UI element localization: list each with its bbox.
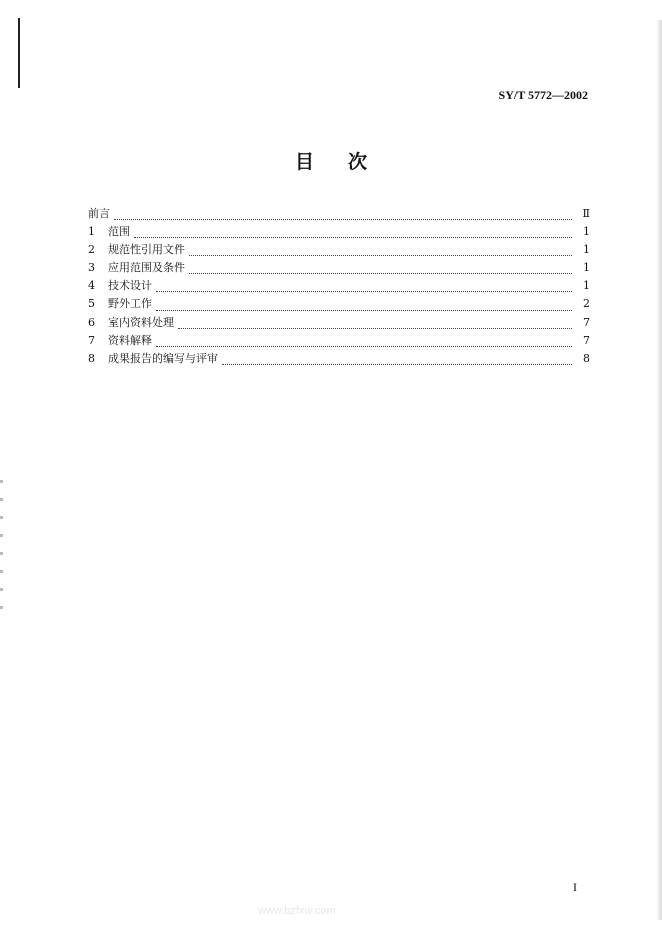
toc-entry-number: 6	[88, 315, 95, 329]
toc-entry[interactable]	[88, 295, 590, 313]
toc-entry-text: 应用范围及条件	[108, 261, 185, 275]
toc-entry-page: 1	[583, 225, 590, 239]
toc-entry[interactable]	[88, 259, 590, 277]
toc-entry-page: 8	[583, 351, 590, 365]
toc-entry[interactable]	[88, 223, 590, 241]
toc-entry-page: 1	[583, 243, 590, 257]
toc-leader-dots	[189, 272, 572, 274]
toc-entry-page: 1	[583, 261, 590, 275]
watermark-text: www.bzfxw.com	[258, 905, 336, 917]
toc-leader-dots	[222, 363, 572, 365]
toc-entry-page: 7	[583, 315, 590, 329]
toc-entry[interactable]	[88, 277, 590, 295]
toc-entry-page: Ⅱ	[582, 207, 590, 220]
toc-leader-dots	[156, 290, 572, 292]
toc-entry-number: 3	[88, 261, 95, 275]
toc-entry-text: 野外工作	[108, 297, 152, 311]
toc-leader-dots	[134, 236, 572, 238]
toc-entry-number: 7	[88, 333, 95, 347]
toc-entry-text: 技术设计	[108, 279, 152, 293]
toc-title	[0, 147, 662, 174]
toc-entry-number: 5	[88, 297, 95, 311]
toc-entry-foreword[interactable]	[88, 205, 590, 223]
toc-entry-number: 8	[88, 351, 95, 365]
scan-margin-line	[18, 18, 20, 88]
toc-leader-dots	[178, 327, 572, 329]
toc-entry[interactable]	[88, 350, 590, 368]
toc-title-char: 次	[348, 151, 368, 173]
toc-entry-text: 范围	[108, 225, 130, 239]
table-of-contents	[88, 205, 590, 368]
toc-entry[interactable]	[88, 314, 590, 332]
toc-entry[interactable]	[88, 332, 590, 350]
toc-entry-text: 规范性引用文件	[108, 243, 185, 257]
toc-leader-dots	[156, 309, 572, 311]
toc-title-char: 目	[294, 151, 314, 173]
standard-number: SY/T 5772—2002	[498, 88, 588, 102]
toc-entry-text: 资料解释	[108, 333, 152, 347]
toc-entry-text: 成果报告的编写与评审	[108, 351, 218, 365]
toc-entry-page: 2	[583, 297, 590, 311]
toc-entry-number: 4	[88, 279, 95, 293]
toc-entry-page: 7	[583, 333, 590, 347]
scan-margin-dots	[0, 480, 3, 620]
toc-entry-number: 1	[88, 225, 95, 239]
toc-entry-page: 1	[583, 279, 590, 293]
toc-entry-text: 室内资料处理	[108, 315, 174, 329]
toc-entry-text: 前言	[88, 207, 110, 220]
toc-leader-dots	[189, 254, 572, 256]
toc-leader-dots	[114, 218, 572, 220]
toc-entry-number: 2	[88, 243, 95, 257]
toc-leader-dots	[156, 345, 572, 347]
toc-entry[interactable]	[88, 241, 590, 259]
page-number: I	[573, 880, 577, 894]
